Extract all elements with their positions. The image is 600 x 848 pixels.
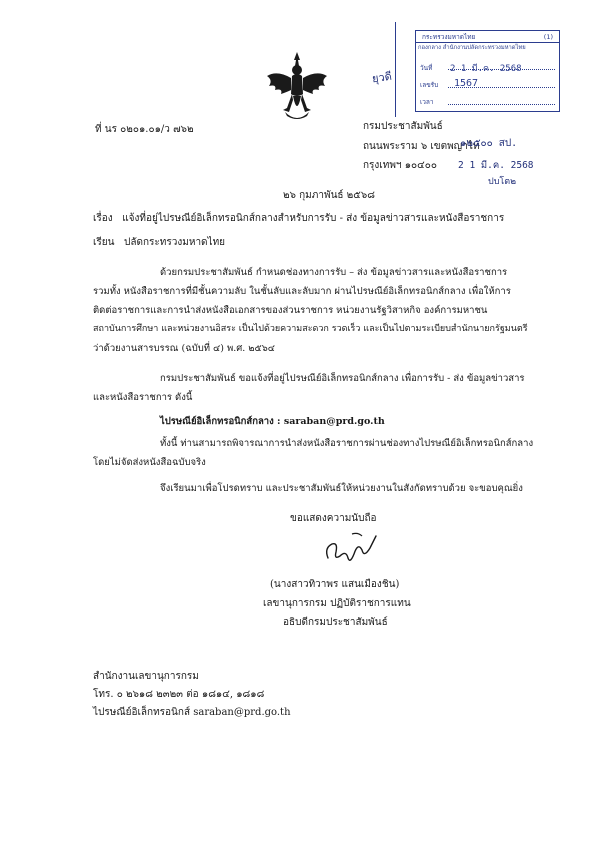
routing-stamp-date: 2 1 มี.ค. 2568 <box>458 160 534 171</box>
footer-email: ไปรษณีย์อิเล็กทรอนิกส์ saraban@prd.go.th <box>93 707 291 718</box>
regards: ขอแสดงความนับถือ <box>290 513 377 524</box>
paragraph-line: โดยไม่จัดส่งหนังสือฉบับจริง <box>93 457 206 468</box>
stamp-office: กองกลาง สำนักงานปลัดกระทรวงมหาดไทย <box>418 45 526 51</box>
stamp-receipt-label: เลขรับ <box>420 81 439 89</box>
stamp-agency-code: (1) <box>543 33 553 41</box>
paragraph-line: ติดต่อราชการและการนำส่งหนังสือเอกสารของส่วนราชการ หน่วยงานรัฐวิสาหกิจ องค์การมหาชน <box>93 305 488 316</box>
footer-phone: โทร. ๐ ๒๖๑๘ ๒๓๒๓ ต่อ ๑๘๑๔, ๑๘๑๘ <box>93 689 265 700</box>
signatory-name: (นางสาวทิวาพร แสนเมืองชิน) <box>270 579 400 590</box>
reference-number: ที่ นร ๐๒๐๑.๐๑/ว ๗๖๒ <box>95 124 194 135</box>
org-address-line1: ถนนพระราม ๖ เขตพญาไท <box>363 141 480 152</box>
paragraph-line: ทั้งนี้ ท่านสามารถพิจารณาการนำส่งหนังสือราชการผ่านช่องทางไปรษณีย์อิเล็กทรอนิกส์กลาง <box>160 438 534 449</box>
handwritten-routing-code: ปบโต๒ <box>488 177 517 187</box>
stamp-edge <box>395 22 399 117</box>
paragraph-line: ด้วยกรมประชาสัมพันธ์ กำหนดช่องทางการรับ – ส่ง ข้อมูลข่าวสารและหนังสือราชการ <box>160 267 508 278</box>
signature-icon <box>322 528 378 570</box>
paragraph-line: และหนังสือราชการ ดังนี้ <box>93 392 193 403</box>
closing-sentence: จึงเรียนมาเพื่อโปรดทราบ และประชาสัมพันธ์ให้หน่วยงานในสังกัดทราบด้วย จะขอบคุณยิ่ง <box>160 483 523 494</box>
handwritten-address-note: ๑๒๕๐๐ สป. <box>460 138 518 149</box>
stamp-date-value: 2 1 มี.ค. 2568 <box>450 64 522 74</box>
recipient-label: เรียน <box>93 237 115 248</box>
subject-text: แจ้งที่อยู่ไปรษณีย์อิเล็กทรอนิกส์กลางสำหรับการรับ - ส่ง ข้อมูลข่าวสารและหนังสือราชการ <box>122 213 505 224</box>
paragraph-line: รวมทั้ง หนังสือราชการที่มีชั้นความลับ ในชั้นลับและลับมาก ผ่านไปรษณีย์อิเล็กทรอนิกส์กลาง เพื่อให้การ <box>93 286 511 297</box>
paragraph-line: สถาบันการศึกษา และหน่วยงานอิสระ เป็นไปด้วยความสะดวก รวดเร็ว และเป็นไปตามระเบียบสำนักนายกรัฐมนตรี <box>93 324 528 334</box>
central-email: ไปรษณีย์อิเล็กทรอนิกส์กลาง : saraban@prd.go.th <box>160 416 385 427</box>
receiving-stamp <box>415 30 560 112</box>
stamp-receipt-value: 1567 <box>454 78 479 89</box>
stamp-date-label: วันที่ <box>420 64 433 72</box>
signatory-position-1: เลขานุการกรม ปฏิบัติราชการแทน <box>263 598 411 609</box>
org-address-line2: กรุงเทพฯ ๑๐๔๐๐ <box>363 160 437 171</box>
garuda-emblem-icon <box>263 50 331 124</box>
stamp-time-label: เวลา <box>420 98 434 106</box>
stamp-agency: กระทรวงมหาดไทย <box>422 33 476 41</box>
letter-date: ๒๖ กุมภาพันธ์ ๒๕๖๘ <box>283 190 375 201</box>
subject-line <box>93 212 504 226</box>
recipient-line <box>93 236 225 250</box>
paragraph-line: ว่าด้วยงานสารบรรณ (ฉบับที่ ๔) พ.ศ. ๒๕๖๔ <box>93 343 275 354</box>
subject-label: เรื่อง <box>93 213 113 224</box>
paragraph-line: กรมประชาสัมพันธ์ ขอแจ้งที่อยู่ไปรษณีย์อิเล็กทรอนิกส์กลาง เพื่อการรับ - ส่ง ข้อมูลข่าวสาร <box>160 373 525 384</box>
signatory-position-2: อธิบดีกรมประชาสัมพันธ์ <box>283 617 388 628</box>
footer-office: สำนักงานเลขานุการกรม <box>93 671 199 682</box>
handwritten-initial: ยุวดี <box>371 69 393 86</box>
org-name: กรมประชาสัมพันธ์ <box>363 121 443 132</box>
recipient-text: ปลัดกระทรวงมหาดไทย <box>124 237 226 248</box>
